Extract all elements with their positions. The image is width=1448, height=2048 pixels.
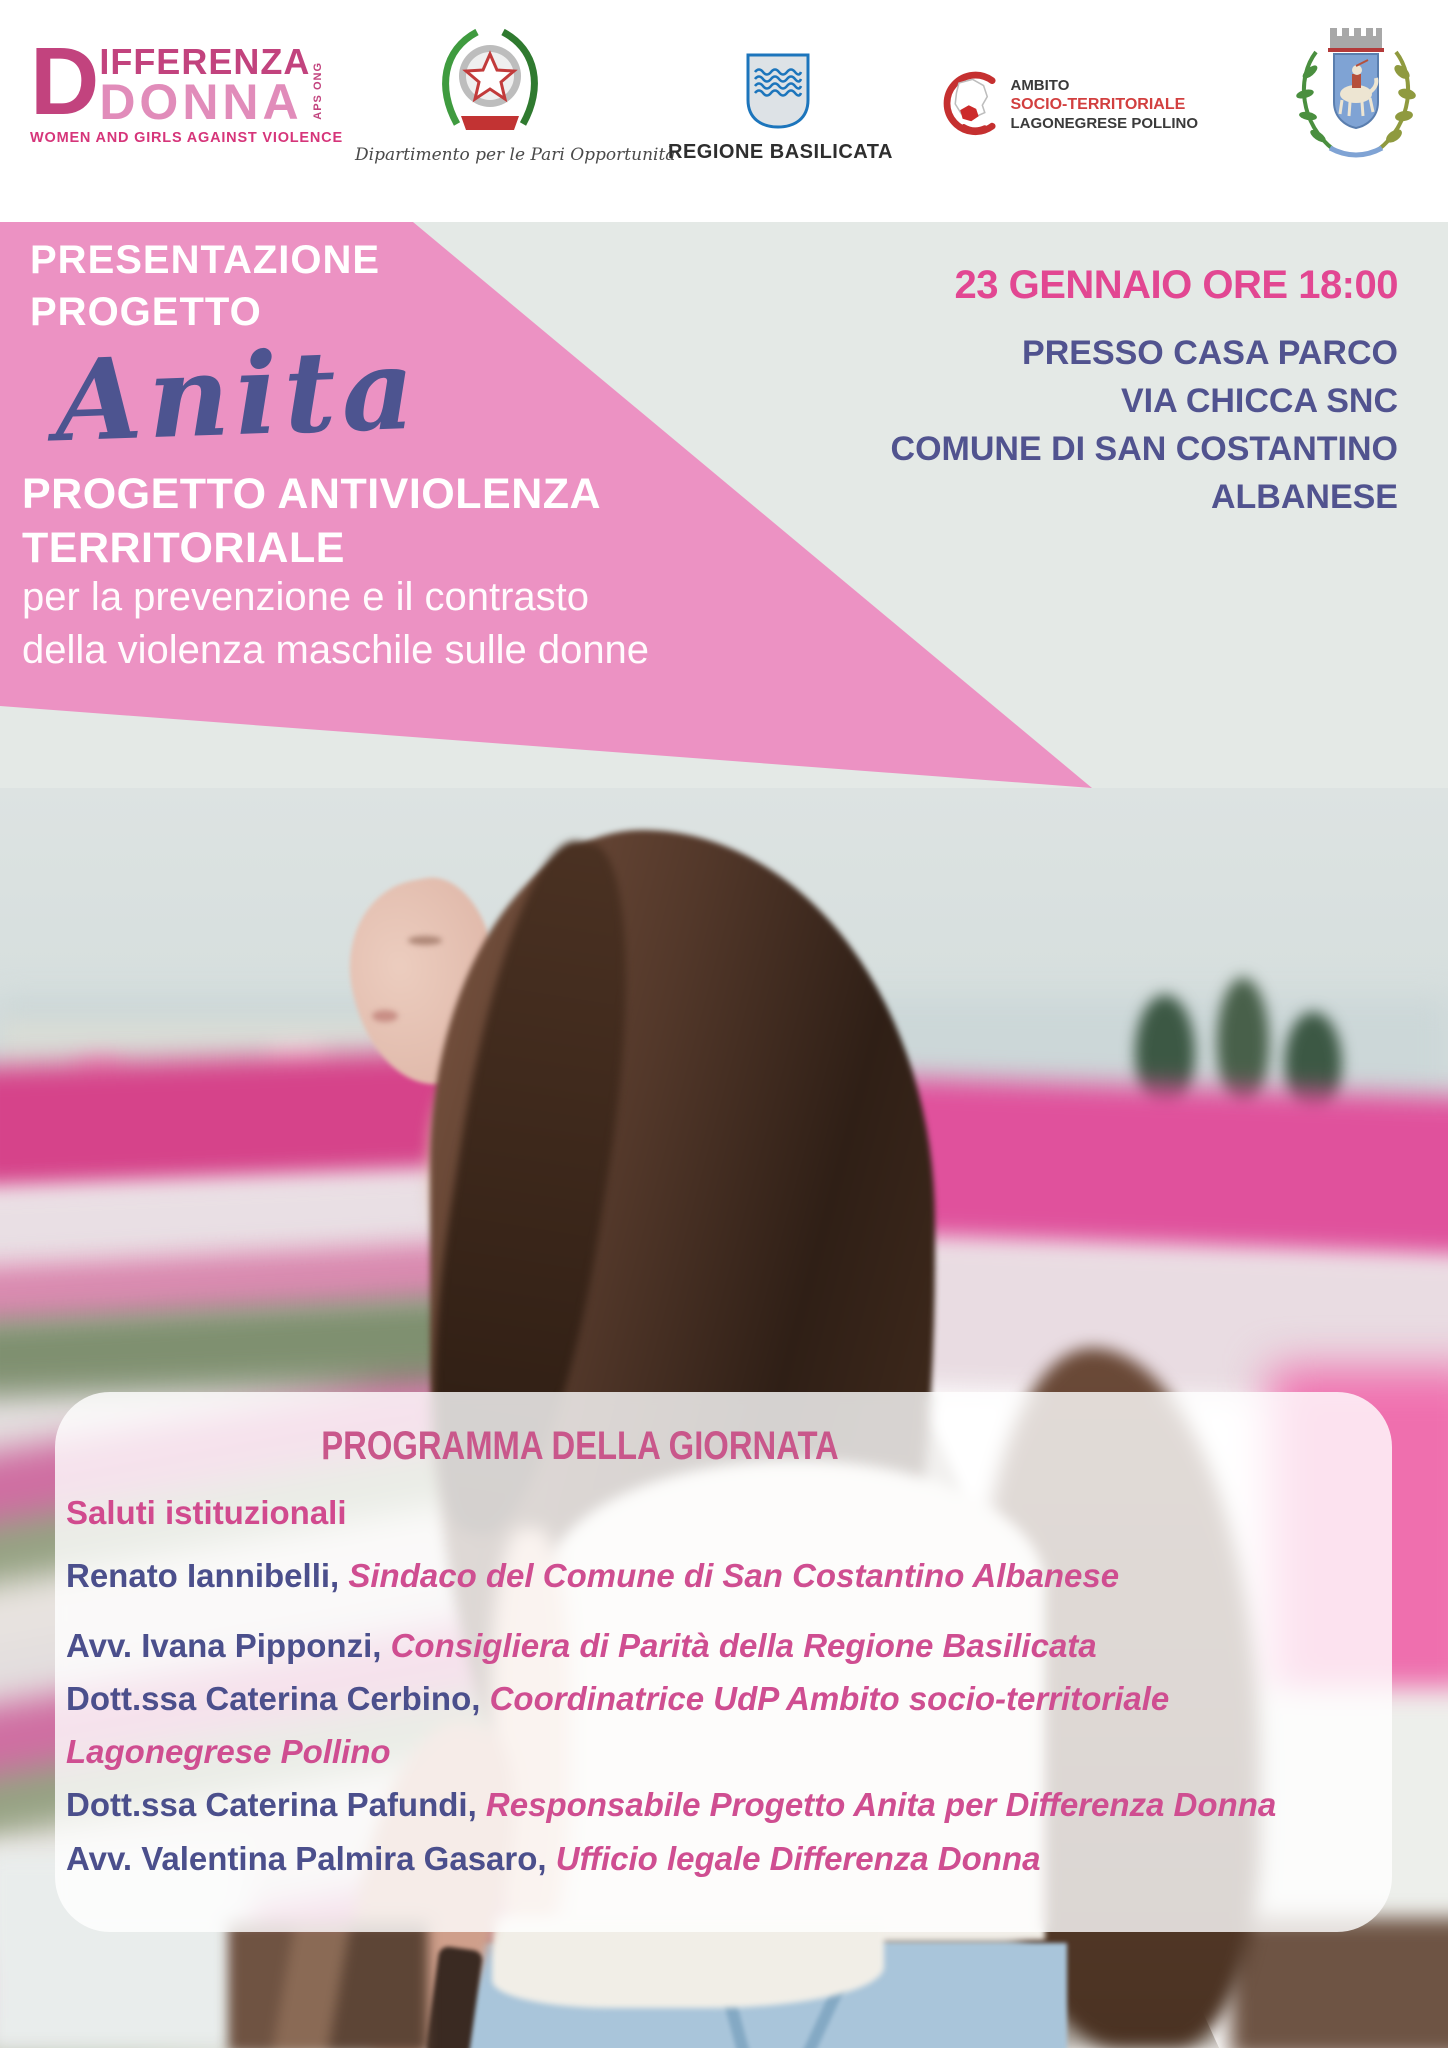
pari-opportunita-caption: Dipartimento per le Pari Opportunità <box>355 145 676 165</box>
differenza-donna-words <box>99 41 311 130</box>
speaker-name: Renato Iannibelli, <box>66 1557 340 1594</box>
differenza-donna-d-glyph: D <box>30 28 96 135</box>
pari-opportunita-logo <box>355 24 676 165</box>
banner-kicker-line2: PROGETTO <box>30 290 262 334</box>
program-section-label: Saluti istituzionali <box>66 1494 347 1531</box>
speaker-name: Dott.ssa Caterina Cerbino, <box>66 1680 481 1717</box>
donna-label: DONNA <box>99 74 303 130</box>
speaker-role: Ufficio legale Differenza Donna <box>546 1840 1041 1877</box>
speaker-name: Avv. Ivana Pipponzi, <box>66 1627 382 1664</box>
program-row <box>66 1627 1097 1665</box>
differenza-donna-wordmark <box>30 28 325 135</box>
speaker-name: Dott.ssa Caterina Pafundi, <box>66 1786 477 1823</box>
comune-coat-of-arms <box>1272 22 1440 167</box>
event-venue-line4: ALBANESE <box>1210 478 1398 516</box>
ambito-line3: LAGONEGRESE POLLINO <box>1010 114 1198 132</box>
woman-hair-strands-bottom-left <box>228 1923 428 2048</box>
project-name-script: Anita <box>52 323 423 468</box>
ambito-caption <box>1010 76 1198 133</box>
basilicata-shield-icon <box>745 52 811 130</box>
speaker-role: Lagonegrese Pollino <box>66 1733 391 1770</box>
woman-eye <box>408 936 442 945</box>
regione-basilicata-logo <box>668 52 893 164</box>
differenza-donna-tagline: WOMEN AND GIRLS AGAINST VIOLENCE <box>30 130 343 146</box>
banner-description-line1: per la prevenzione e il contrasto <box>22 575 589 619</box>
banner-description-line2: della violenza maschile sulle donne <box>22 628 650 672</box>
aps-ong-label: APS ONG <box>312 62 325 120</box>
banner-title-line2: TERRITORIALE <box>22 524 345 572</box>
ambito-socio-territoriale-logo <box>938 48 1198 160</box>
speaker-role: Responsabile Progetto Anita per Differenza Donna <box>476 1786 1277 1823</box>
speaker-name: Avv. Valentina Palmira Gasaro, <box>66 1840 547 1877</box>
event-venue-line2: VIA CHICCA SNC <box>1120 382 1398 420</box>
program-row <box>66 1786 1276 1824</box>
program-title: PROGRAMMA DELLA GIORNATA <box>321 1424 839 1468</box>
speaker-role: Coordinatrice UdP Ambito socio-territoriale <box>480 1680 1170 1717</box>
program-row <box>66 1680 1169 1718</box>
speaker-role: Sindaco del Comune di San Costantino Albanese <box>339 1557 1120 1594</box>
ambito-map-icon <box>938 48 1004 160</box>
banner-kicker-line1: PRESENTAZIONE <box>30 238 381 282</box>
photo-ground-right <box>1230 1918 1448 2048</box>
event-venue-line3: COMUNE DI SAN COSTANTINO <box>890 430 1398 468</box>
differenza-label: IFFERENZA <box>99 41 311 82</box>
speaker-role: Consigliera di Parità della Regione Basilicata <box>381 1627 1097 1664</box>
event-datetime: 23 GENNAIO ORE 18:00 <box>954 263 1398 307</box>
program-row <box>66 1557 1119 1595</box>
regione-basilicata-caption: REGIONE BASILICATA <box>668 141 893 163</box>
differenza-donna-logo <box>30 28 343 146</box>
program-section-heading <box>66 1494 347 1532</box>
woman-lips <box>372 1010 398 1022</box>
event-venue-line1: PRESSO CASA PARCO <box>1022 334 1398 372</box>
italy-emblem-icon <box>431 24 549 136</box>
ambito-line2: SOCIO-TERRITORIALE <box>1010 95 1186 113</box>
ambito-line1: AMBITO <box>1010 76 1070 94</box>
banner-title-line1: PROGETTO ANTIVIOLENZA <box>22 470 602 518</box>
program-row-continuation <box>66 1733 391 1771</box>
program-row <box>66 1840 1040 1878</box>
coat-of-arms-icon <box>1272 22 1440 162</box>
